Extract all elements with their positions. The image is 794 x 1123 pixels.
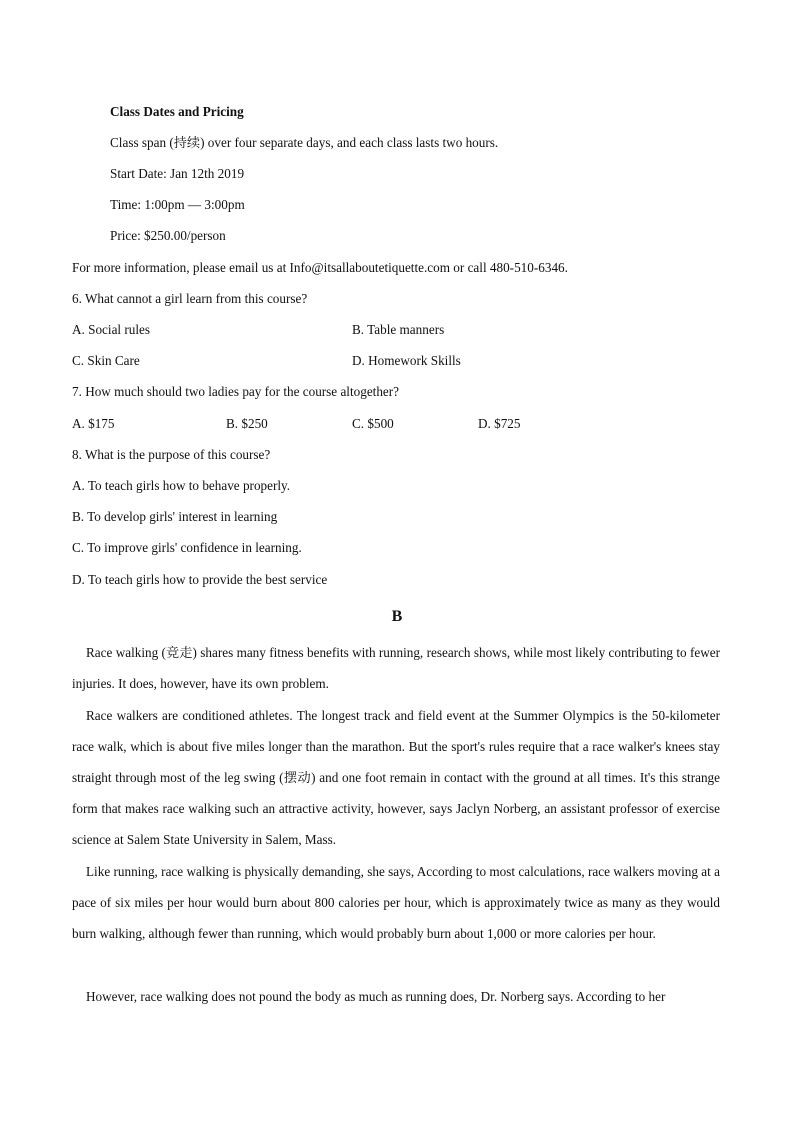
pricing-time: Time: 1:00pm — 3:00pm <box>110 197 245 212</box>
question-8-option-b: B. To develop girls' interest in learning <box>72 509 278 524</box>
question-7-option-d: D. $725 <box>478 416 521 431</box>
question-8-option-d: D. To teach girls how to provide the best service <box>72 572 328 587</box>
pricing-heading: Class Dates and Pricing <box>110 104 244 119</box>
question-6-stem: 6. What cannot a girl learn from this course? <box>72 291 308 306</box>
question-6-option-c: C. Skin Care <box>72 353 140 368</box>
contact-info: For more information, please email us at Info@itsallaboutetiquette.com or call 480-510-6346. <box>72 260 568 275</box>
section-b-title: B <box>391 608 403 625</box>
pricing-start-date: Start Date: Jan 12th 2019 <box>110 166 245 181</box>
question-7-option-c: C. $500 <box>352 416 394 431</box>
question-6-option-b: B. Table manners <box>352 322 445 337</box>
pricing-span-text: Class span (持续) over four separate days, and each class lasts two hours. <box>110 135 499 150</box>
question-7-option-b: B. $250 <box>226 416 268 431</box>
question-7-option-a: A. $175 <box>72 416 115 431</box>
question-8-option-a: A. To teach girls how to behave properly. <box>72 478 291 493</box>
passage-paragraph-2: Race walkers are conditioned athletes. The longest track and field event at the Summer Olympics is the 50-kilometer race walk, which is about five miles longer than the marathon. But the sport's rules require that a race walker's knees stay straight through most of the leg swing (摆动) and one foot remain in contact with the ground at all times. It's this strange form that makes race walking such an attractive activity, however, says Jaclyn Norberg, an assistant professor of exercise science at Salem State University in Salem, Mass. <box>72 708 720 847</box>
question-6-option-a: A. Social rules <box>72 322 151 337</box>
passage-paragraph-3: Like running, race walking is physically demanding, she says, According to most calculations, race walkers moving at a pace of six miles per hour would burn about 800 calories per hour, which is approximately twice as many as they would burn walking, although fewer than running, which would probably burn about 1,000 or more calories per hour. <box>72 864 720 941</box>
passage-paragraph-1: Race walking (竞走) shares many fitness benefits with running, research shows, while most likely contributing to fewer injuries. It does, however, have its own problem. <box>72 645 720 691</box>
question-6-option-d: D. Homework Skills <box>352 353 461 368</box>
question-8-stem: 8. What is the purpose of this course? <box>72 447 271 462</box>
passage-paragraph-4: However, race walking does not pound the body as much as running does, Dr. Norberg says. According to her <box>86 989 666 1004</box>
question-8-option-c: C. To improve girls' confidence in learning. <box>72 540 302 555</box>
question-7-stem: 7. How much should two ladies pay for the course altogether? <box>72 384 400 399</box>
pricing-price: Price: $250.00/person <box>110 228 226 243</box>
